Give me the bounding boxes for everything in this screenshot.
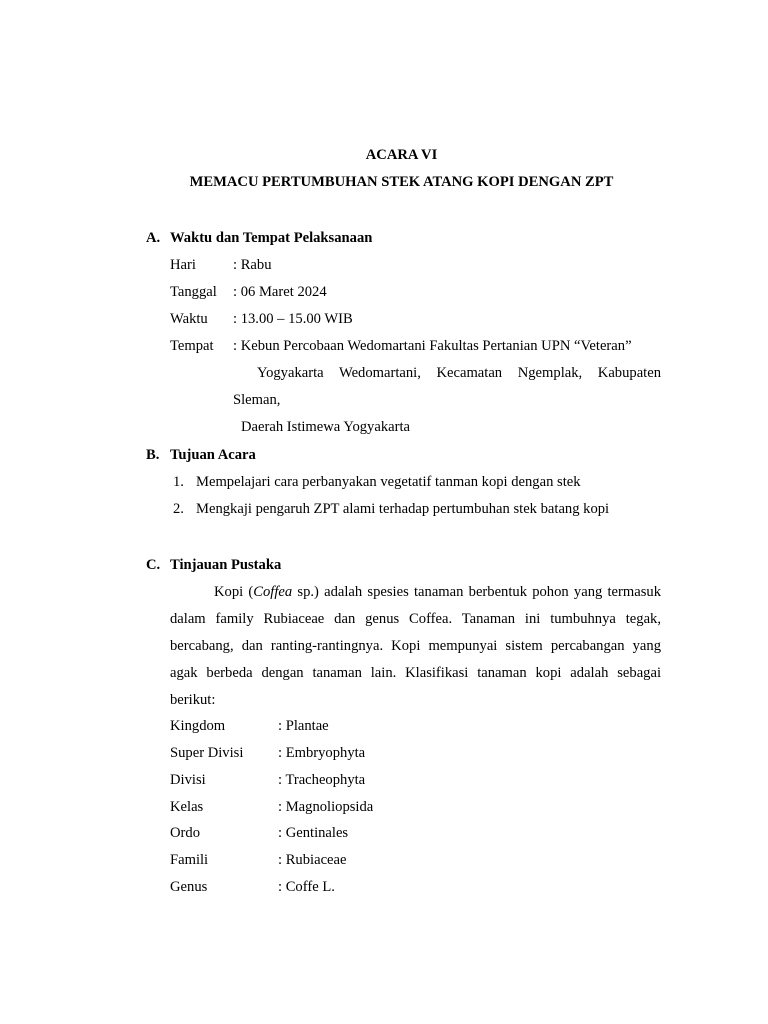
classification-rank: Famili [170,852,209,868]
paragraph-text-post: sp.) adalah spesies tanaman berbentuk pohon yang termasuk [292,584,661,600]
place-continuation-line-1: Yogyakarta Wedomartani, Kecamatan Ngemplak, Kabupaten [257,365,661,381]
classification-rank: Kelas [170,799,204,815]
classification-value: : Plantae [278,718,329,734]
info-label-place: Tempat [170,338,214,354]
info-label-date: Tanggal [170,284,217,300]
info-value-place: : Kebun Percobaan Wedomartani Fakultas Pertanian UPN “Veteran” [233,338,632,354]
classification-rank: Kingdom [170,718,226,734]
section-b-heading: Tujuan Acara [170,447,256,463]
document-subtitle: MEMACU PERTUMBUHAN STEK ATANG KOPI DENGAN ZPT [189,174,614,190]
paragraph-text-pre: Kopi ( [214,584,254,600]
classification-value: : Gentinales [278,825,349,841]
classification-value: : Embryophyta [278,745,366,761]
classification-value: : Rubiaceae [278,852,347,868]
info-value-time: : 13.00 – 15.00 WIB [233,311,353,327]
classification-rank: Ordo [170,825,200,841]
section-c-letter: C. [146,557,161,573]
paragraph-line: agak berbeda dengan tanaman lain. Klasifikasi tanaman kopi adalah sebagai [170,665,661,681]
classification-value: : Tracheophyta [278,772,366,788]
classification-rank: Super Divisi [170,745,244,761]
place-continuation-line-2: Sleman, [233,392,281,408]
objective-number: 2. [173,501,184,517]
classification-rank: Divisi [170,772,206,788]
classification-rank: Genus [170,879,208,895]
classification-value: : Magnoliopsida [278,799,374,815]
paragraph-last-line: berikut: [170,692,216,708]
info-value-day: : Rabu [233,257,272,273]
section-b-letter: B. [146,447,160,463]
section-a-heading: Waktu dan Tempat Pelaksanaan [170,230,373,246]
objective-text: Mengkaji pengaruh ZPT alami terhadap pertumbuhan stek batang kopi [196,501,610,517]
document-title: ACARA VI [365,147,438,163]
place-continuation-line-3: Daerah Istimewa Yogyakarta [241,419,410,435]
info-label-time: Waktu [170,311,208,327]
objective-number: 1. [173,474,184,490]
section-a-letter: A. [146,230,161,246]
classification-value: : Coffe L. [278,879,335,895]
info-value-date: : 06 Maret 2024 [233,284,327,300]
paragraph-line: dalam family Rubiaceae dan genus Coffea. Tanaman ini tumbuhnya tegak, [170,611,661,627]
info-label-day: Hari [170,257,196,273]
species-name-italic: Coffea [253,584,293,600]
objective-text: Mempelajari cara perbanyakan vegetatif tanman kopi dengan stek [196,474,581,490]
paragraph-line: bercabang, dan ranting-rantingnya. Kopi mempunyai sistem percabangan yang [170,638,661,654]
paragraph-first-line [214,583,661,601]
section-c-heading: Tinjauan Pustaka [170,557,282,573]
